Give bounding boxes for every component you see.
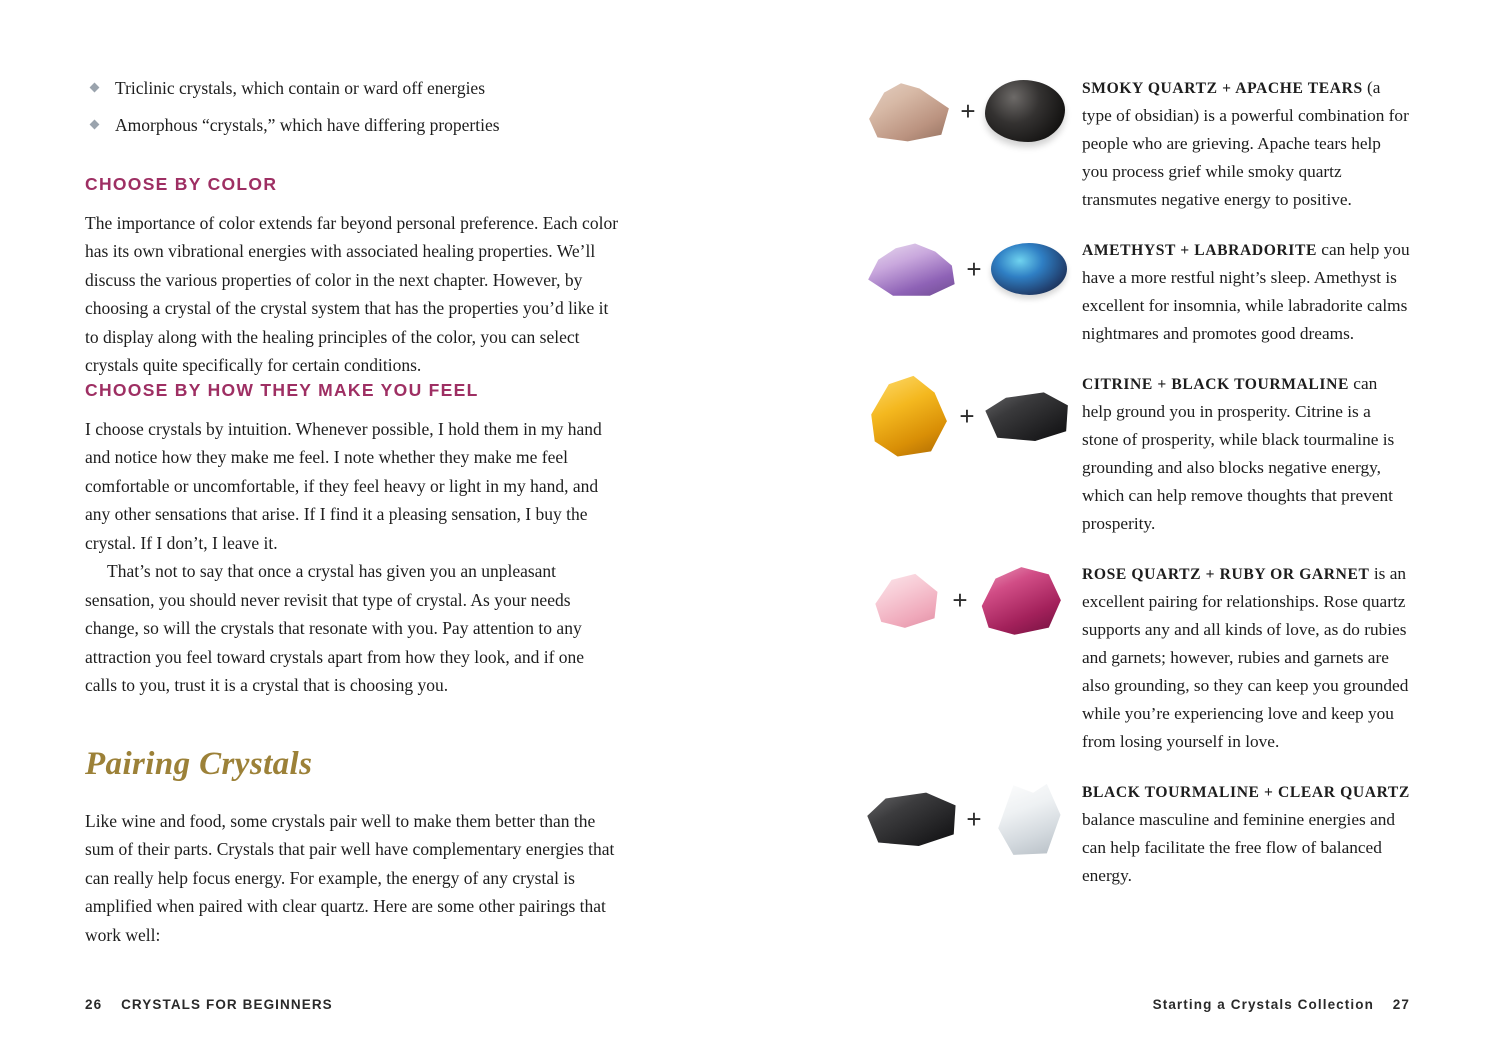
pairing-body: is an excellent pairing for relationships. Rose quartz supports any and all kinds of love, as do rubies and garnets; however, rubies and garnets are also grounding, so they can keep you grounded while you’re experiencing love and keep you from losing yourself in love. xyxy=(1082,564,1409,752)
section-paragraph: The importance of color extends far beyond personal preference. Each color has its own vibrational energies with associated healing properties. We’ll discuss the various properties of color in the next chapter. However, by choosing a crystal of the crystal system that has the properties you’d like it to display along with the healing principles of the color, you can select crystals quite specifically for certain conditions. xyxy=(85,212,619,376)
footer-left xyxy=(85,997,333,1012)
rose-quartz-small-stone xyxy=(919,620,949,644)
rose-quartz-stone xyxy=(869,570,943,630)
section-heading-choose-by-color: CHOOSE BY COLOR xyxy=(85,173,278,194)
plus-icon: + xyxy=(952,585,968,616)
pairing-item xyxy=(850,236,1410,348)
clear-quartz-stone xyxy=(991,782,1067,856)
chapter-intro-paragraph: Like wine and food, some crystals pair well to make them better than the sum of their parts. Crystals that pair well have complementary energies that can really help focus energy. For example, the energy of any crystal is amplified when paired with clear quartz. Here are some other pairings that work well: xyxy=(85,810,615,945)
pairing-item xyxy=(850,560,1410,756)
pairing-title: AMETHYST + LABRADORITE xyxy=(1082,242,1317,260)
pairing-images xyxy=(850,560,1082,636)
section-paragraph: That’s not to say that once a crystal has given you an unpleasant sensation, you should never revisit that type of crystal. As your needs change, so will the crystals that resonate with you. Pay attention to any attraction you feel toward crystals apart from how they look, and if one calls to you, trust it is a crystal that is choosing you. xyxy=(85,561,585,696)
plus-icon: + xyxy=(960,96,976,126)
pairing-item xyxy=(850,74,1410,214)
plus-icon: + xyxy=(966,804,982,835)
pairing-item xyxy=(850,370,1410,538)
pairing-images xyxy=(850,778,1082,856)
pairing-title: CITRINE + BLACK TOURMALINE xyxy=(1082,376,1349,394)
smoky-quartz-stone xyxy=(867,78,951,144)
list-item-text: Triclinic crystals, which contain or ward off energies xyxy=(115,78,486,98)
pairing-title: SMOKY QUARTZ + APACHE TEARS xyxy=(1082,80,1363,97)
list-item xyxy=(85,111,620,139)
pairing-description xyxy=(1082,370,1410,538)
page-number: 27 xyxy=(1392,997,1410,1012)
amethyst-stone xyxy=(865,240,957,298)
right-page xyxy=(750,0,1500,1064)
labradorite-stone xyxy=(991,243,1067,295)
page-number: 26 xyxy=(85,997,103,1012)
list-item xyxy=(85,74,620,102)
pairing-body: can help you have a more restful night’s sleep. Amethyst is excellent for insomnia, while labradorite calms nightmares and promotes good dreams. xyxy=(1082,240,1410,344)
citrine-stone xyxy=(862,374,950,458)
plus-icon: + xyxy=(966,254,982,285)
pairing-body: (a type of obsidian) is a powerful combination for people who are grieving. Apache tears help you process grief while smoky quartz transmutes negative energy to positive. xyxy=(1082,78,1409,210)
pairing-description xyxy=(1082,560,1410,756)
section-paragraph: I choose crystals by intuition. Whenever possible, I hold them in my hand and notice how they make me feel. I note whether they make me feel comfortable or uncomfortable, if they feel heavy or light in my hand, and any other sensations that arise. If I find it a pleasing sensation, I buy the crystal. If I don’t, I leave it. xyxy=(85,418,602,553)
page-title: Pairing Crystals xyxy=(85,745,313,782)
pairing-images xyxy=(850,370,1082,458)
diamond-bullet-icon xyxy=(90,120,100,130)
list-item-text: Amorphous “crystals,” which have differing properties xyxy=(115,115,500,136)
pairing-body: balance masculine and feminine energies and can help facilitate the free flow of balanced energy. xyxy=(1082,810,1396,886)
running-head: Starting a Crystals Collection xyxy=(1152,997,1374,1012)
pairing-images xyxy=(850,236,1082,298)
pairing-title: BLACK TOURMALINE + CLEAR QUARTZ xyxy=(1082,784,1410,802)
pairing-description xyxy=(1082,236,1410,348)
pairing-title: ROSE QUARTZ + RUBY OR GARNET xyxy=(1082,566,1370,584)
section-heading-choose-by-how-they-make-you-feel: CHOOSE BY HOW THEY MAKE YOU FEEL xyxy=(85,379,479,400)
running-head: CRYSTALS FOR BEGINNERS xyxy=(121,997,333,1012)
pairing-images xyxy=(850,74,1082,144)
pairing-description xyxy=(1082,778,1410,890)
plus-icon: + xyxy=(959,401,975,432)
crystal-systems-bullet-list xyxy=(85,74,620,140)
diamond-bullet-icon xyxy=(90,83,100,93)
black-tourmaline-stone xyxy=(865,790,957,848)
black-tourmaline-stone xyxy=(984,389,1070,443)
apache-tears-obsidian-stone xyxy=(985,80,1065,142)
footer-right xyxy=(1153,997,1410,1012)
ruby-garnet-stone xyxy=(977,564,1063,636)
pairing-item xyxy=(850,778,1410,890)
pairing-description xyxy=(1082,74,1410,214)
pairing-body: can help ground you in prosperity. Citrine is a stone of prosperity, while black tourmaline is grounding and also blocks negative energy, which can help remove thoughts that prevent prosperity. xyxy=(1082,374,1395,534)
